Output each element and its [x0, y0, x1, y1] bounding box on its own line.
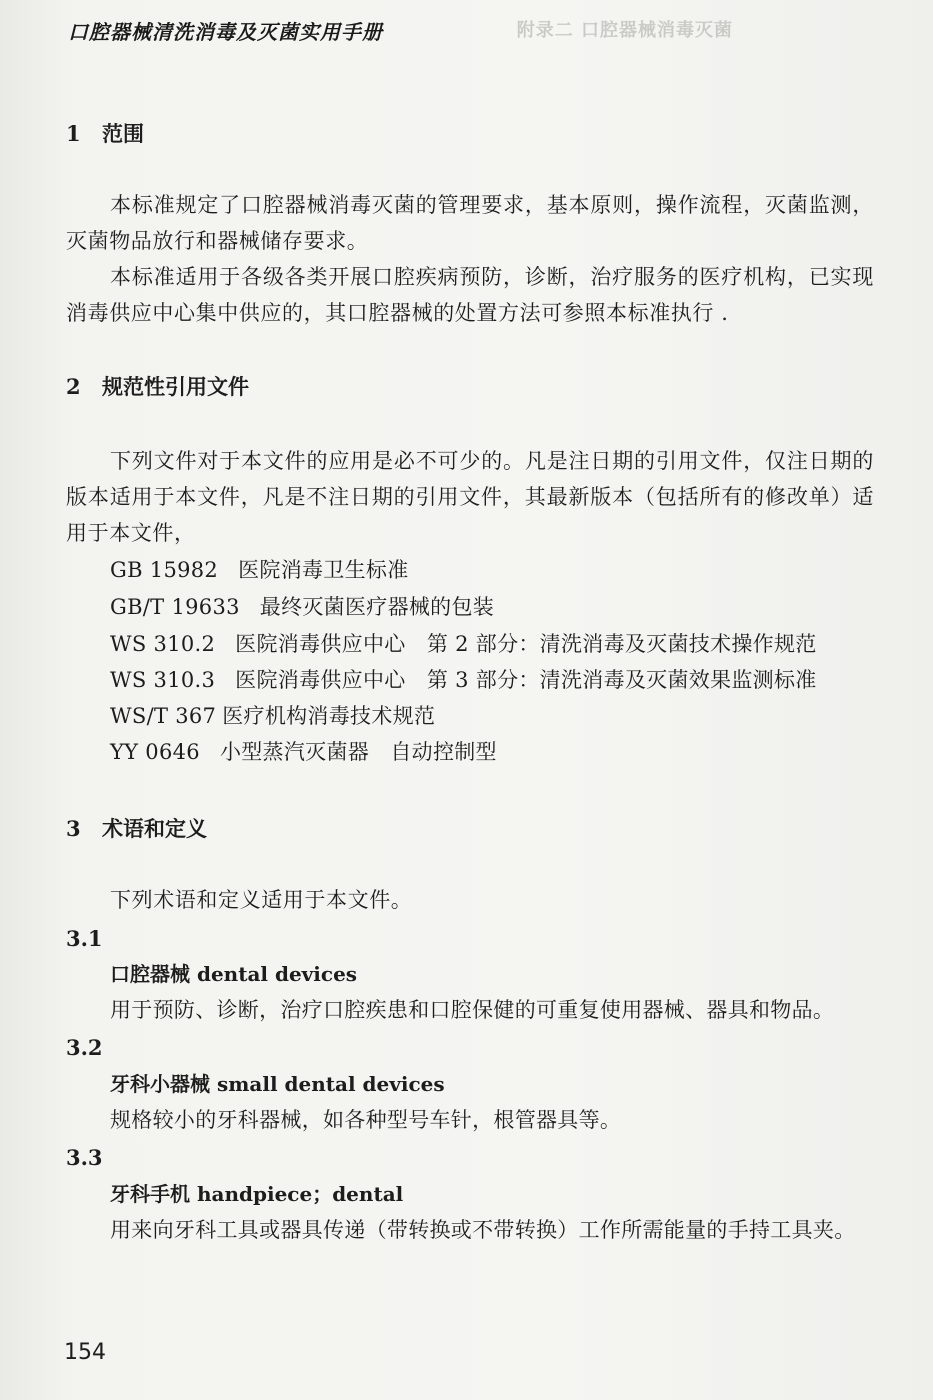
page-number: 154 — [64, 1340, 106, 1365]
section-3-heading — [66, 811, 207, 847]
section-2-heading — [66, 369, 249, 405]
reference-code: WS 310.3 — [110, 668, 216, 692]
reference-title: 医院消毒供应中心 第 3 部分：清洗消毒及灭菌效果监测标准 — [235, 668, 817, 692]
term-zh: 牙科手机 — [110, 1182, 190, 1206]
term-definition: 用于预防、诊断，治疗口腔疾患和口腔保健的可重复使用器械、器具和物品。 — [110, 998, 835, 1022]
section-1-heading — [66, 116, 144, 152]
paragraph: 下列文件对于本文件的应用是必不可少的。凡是注日期的引用文件，仅注日期的版本适用于本文件，凡是不注日期的引用文件，其最新版本（包括所有的修改单）适用于本文件， — [66, 449, 874, 545]
section-number: 1 — [66, 121, 81, 146]
reference-item — [110, 734, 497, 770]
reference-title: 最终灭菌医疗器械的包装 — [259, 595, 495, 619]
term-title — [110, 956, 357, 992]
section-number: 3 — [66, 816, 81, 841]
term-number: 3.2 — [66, 1035, 103, 1060]
paragraph: 本标准规定了口腔器械消毒灭菌的管理要求，基本原则，操作流程，灭菌监测，灭菌物品放行和器械储存要求。 — [66, 193, 874, 253]
reference-item — [110, 589, 494, 625]
section-title: 术语和定义 — [102, 817, 207, 841]
bleed-through-header: 附录二 口腔器械消毒灭菌 — [516, 20, 733, 41]
reference-item — [110, 698, 435, 734]
reference-code: GB 15982 — [110, 558, 219, 582]
term-definition: 用来向牙科工具或器具传递（带转换或不带转换）工作所需能量的手持工具夹。 — [110, 1218, 856, 1242]
reference-item — [110, 552, 409, 588]
term-number: 3.1 — [66, 926, 103, 951]
section-number: 2 — [66, 374, 81, 399]
reference-code: YY 0646 — [110, 740, 200, 764]
reference-code: WS 310.2 — [110, 632, 216, 656]
term-definition: 规格较小的牙科器械，如各种型号车针，根管器具等。 — [110, 1108, 622, 1132]
term-title — [110, 1066, 445, 1102]
section-title: 范围 — [102, 122, 144, 146]
reference-item — [110, 662, 817, 698]
reference-title: 医院消毒卫生标准 — [238, 558, 409, 582]
term-en: dental devices — [196, 962, 358, 986]
term-zh: 牙科小器械 — [110, 1072, 210, 1096]
reference-item — [110, 626, 817, 662]
reference-title: 小型蒸汽灭菌器 自动控制型 — [219, 740, 497, 764]
section-title: 规范性引用文件 — [102, 375, 249, 399]
term-zh: 口腔器械 — [110, 962, 190, 986]
reference-title: 医院消毒供应中心 第 2 部分：清洗消毒及灭菌技术操作规范 — [235, 632, 817, 656]
term-number: 3.3 — [66, 1145, 103, 1170]
term-en: handpiece；dental — [196, 1182, 404, 1206]
running-header: 口腔器械清洗消毒及灭菌实用手册 — [68, 20, 383, 44]
reference-code: GB/T 19633 — [110, 595, 240, 619]
term-en: small dental devices — [216, 1072, 445, 1096]
reference-code: WS/T 367 — [110, 704, 217, 728]
term-title — [110, 1176, 403, 1212]
paragraph: 下列术语和定义适用于本文件。 — [110, 888, 413, 912]
reference-title: 医疗机构消毒技术规范 — [222, 704, 436, 728]
paragraph: 本标准适用于各级各类开展口腔疾病预防，诊断，治疗服务的医疗机构，已实现消毒供应中心集中供应的，其口腔器械的处置方法可参照本标准执行 . — [66, 265, 874, 325]
